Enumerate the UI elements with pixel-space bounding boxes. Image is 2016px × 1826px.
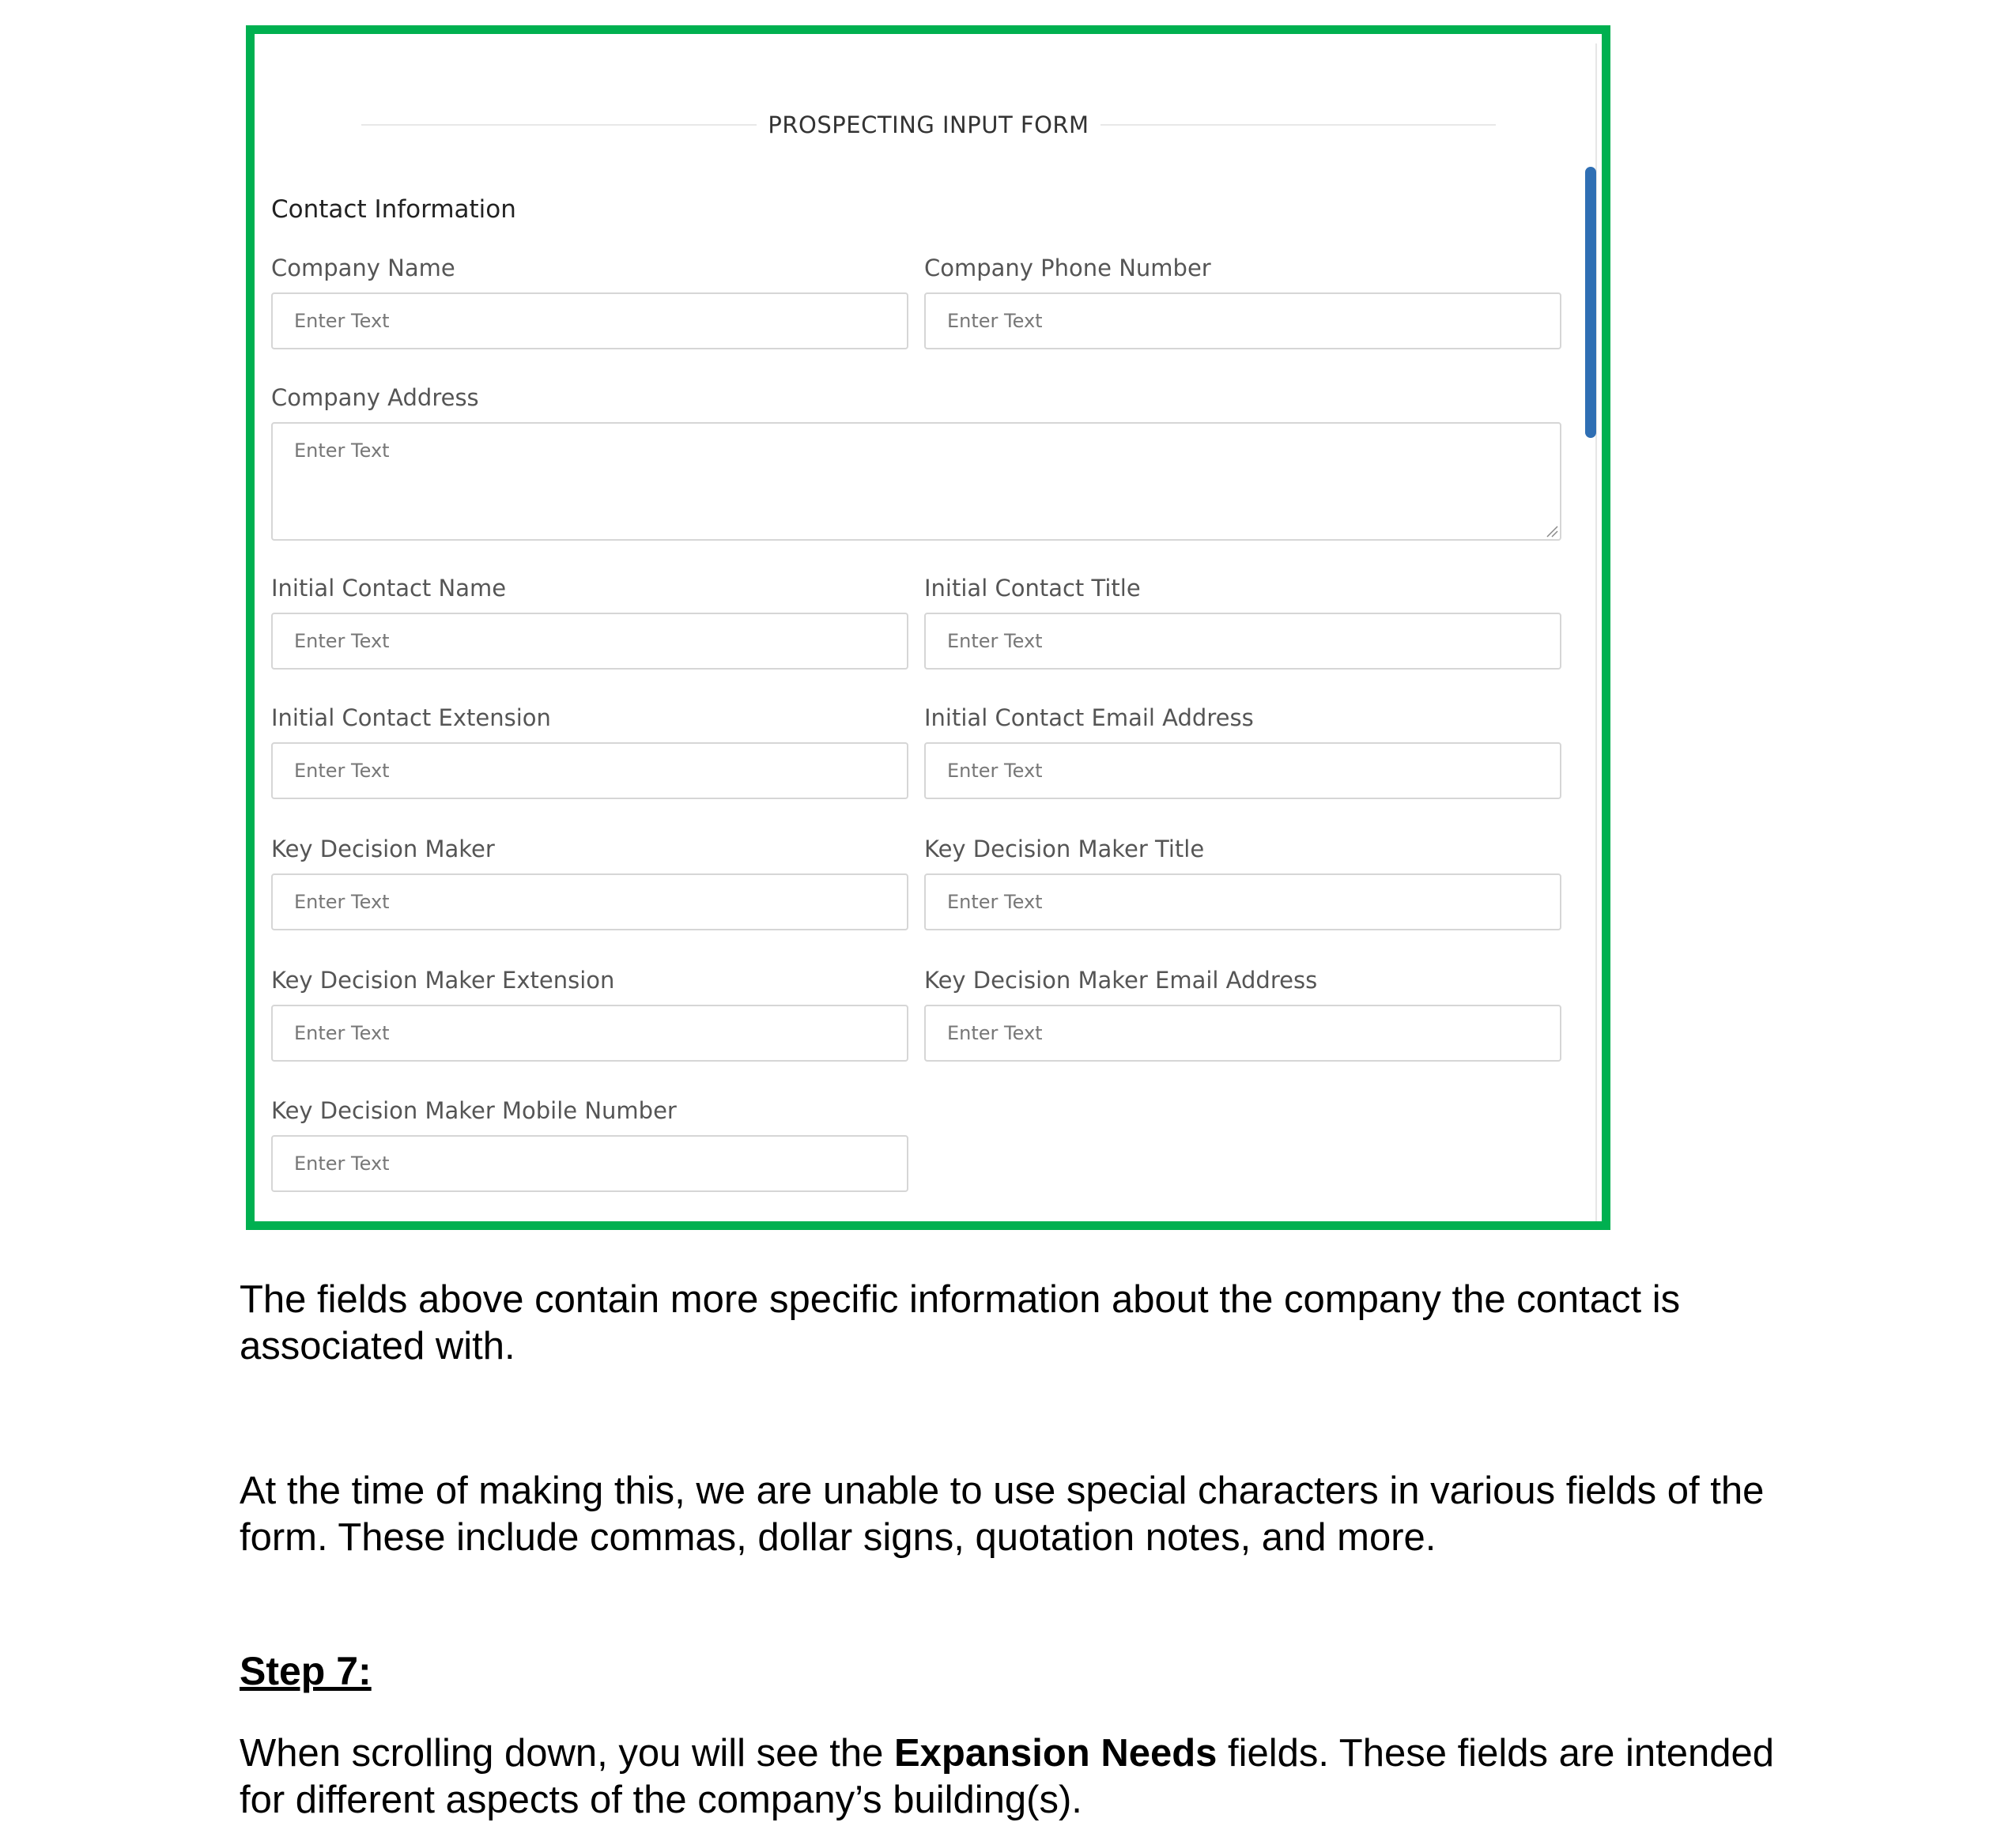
paragraph-text: fields. These fields are intended for different aspects of the company’s building(s).	[240, 1732, 1775, 1821]
company-name-input[interactable]	[271, 292, 908, 349]
key-decision-maker-title-input[interactable]	[924, 873, 1561, 930]
initial-contact-name-input[interactable]	[271, 613, 908, 670]
paragraph	[240, 1730, 1789, 1824]
emphasis-text: Expansion Needs	[893, 1732, 1218, 1775]
key-decision-maker-email-input[interactable]	[924, 1005, 1561, 1062]
paragraph: The fields above contain more specific information about the company the contact is associated with.	[240, 1278, 1681, 1368]
field-label: Initial Contact Name	[271, 575, 507, 602]
field-label: Key Decision Maker Mobile Number	[271, 1097, 677, 1124]
field-label: Key Decision Maker	[271, 836, 495, 862]
key-decision-maker-input[interactable]	[271, 873, 908, 930]
resize-handle-icon[interactable]	[1546, 525, 1558, 538]
field-label: Company Address	[271, 384, 479, 411]
field-label: Initial Contact Title	[924, 575, 1141, 602]
field-label: Key Decision Maker Email Address	[924, 967, 1318, 994]
form-screenshot-frame	[246, 25, 1610, 1230]
form-title: PROSPECTING INPUT FORM	[768, 111, 1089, 138]
field-label: Initial Contact Email Address	[924, 704, 1254, 731]
paragraph-text: When scrolling down, you will see the	[240, 1732, 894, 1775]
scrollbar-thumb[interactable]	[1585, 167, 1596, 438]
section-heading: Contact Information	[271, 195, 516, 224]
company-address-textarea[interactable]	[271, 422, 1561, 541]
divider	[361, 124, 757, 126]
key-decision-maker-mobile-input[interactable]	[271, 1135, 908, 1192]
field-label: Company Name	[271, 255, 455, 281]
form-header	[361, 105, 1492, 145]
paragraph: At the time of making this, we are unable to use special characters in various fields of the form. These include commas, dollar signs, quotation notes, and more.	[240, 1469, 1765, 1559]
company-phone-input[interactable]	[924, 292, 1561, 349]
initial-contact-title-input[interactable]	[924, 613, 1561, 670]
key-decision-maker-extension-input[interactable]	[271, 1005, 908, 1062]
step-heading: Step 7:	[240, 1649, 372, 1693]
divider	[1100, 124, 1496, 126]
field-label: Key Decision Maker Extension	[271, 967, 615, 994]
initial-contact-email-input[interactable]	[924, 742, 1561, 799]
initial-contact-extension-input[interactable]	[271, 742, 908, 799]
field-label: Company Phone Number	[924, 255, 1211, 281]
field-label: Key Decision Maker Title	[924, 836, 1205, 862]
field-label: Initial Contact Extension	[271, 704, 551, 731]
